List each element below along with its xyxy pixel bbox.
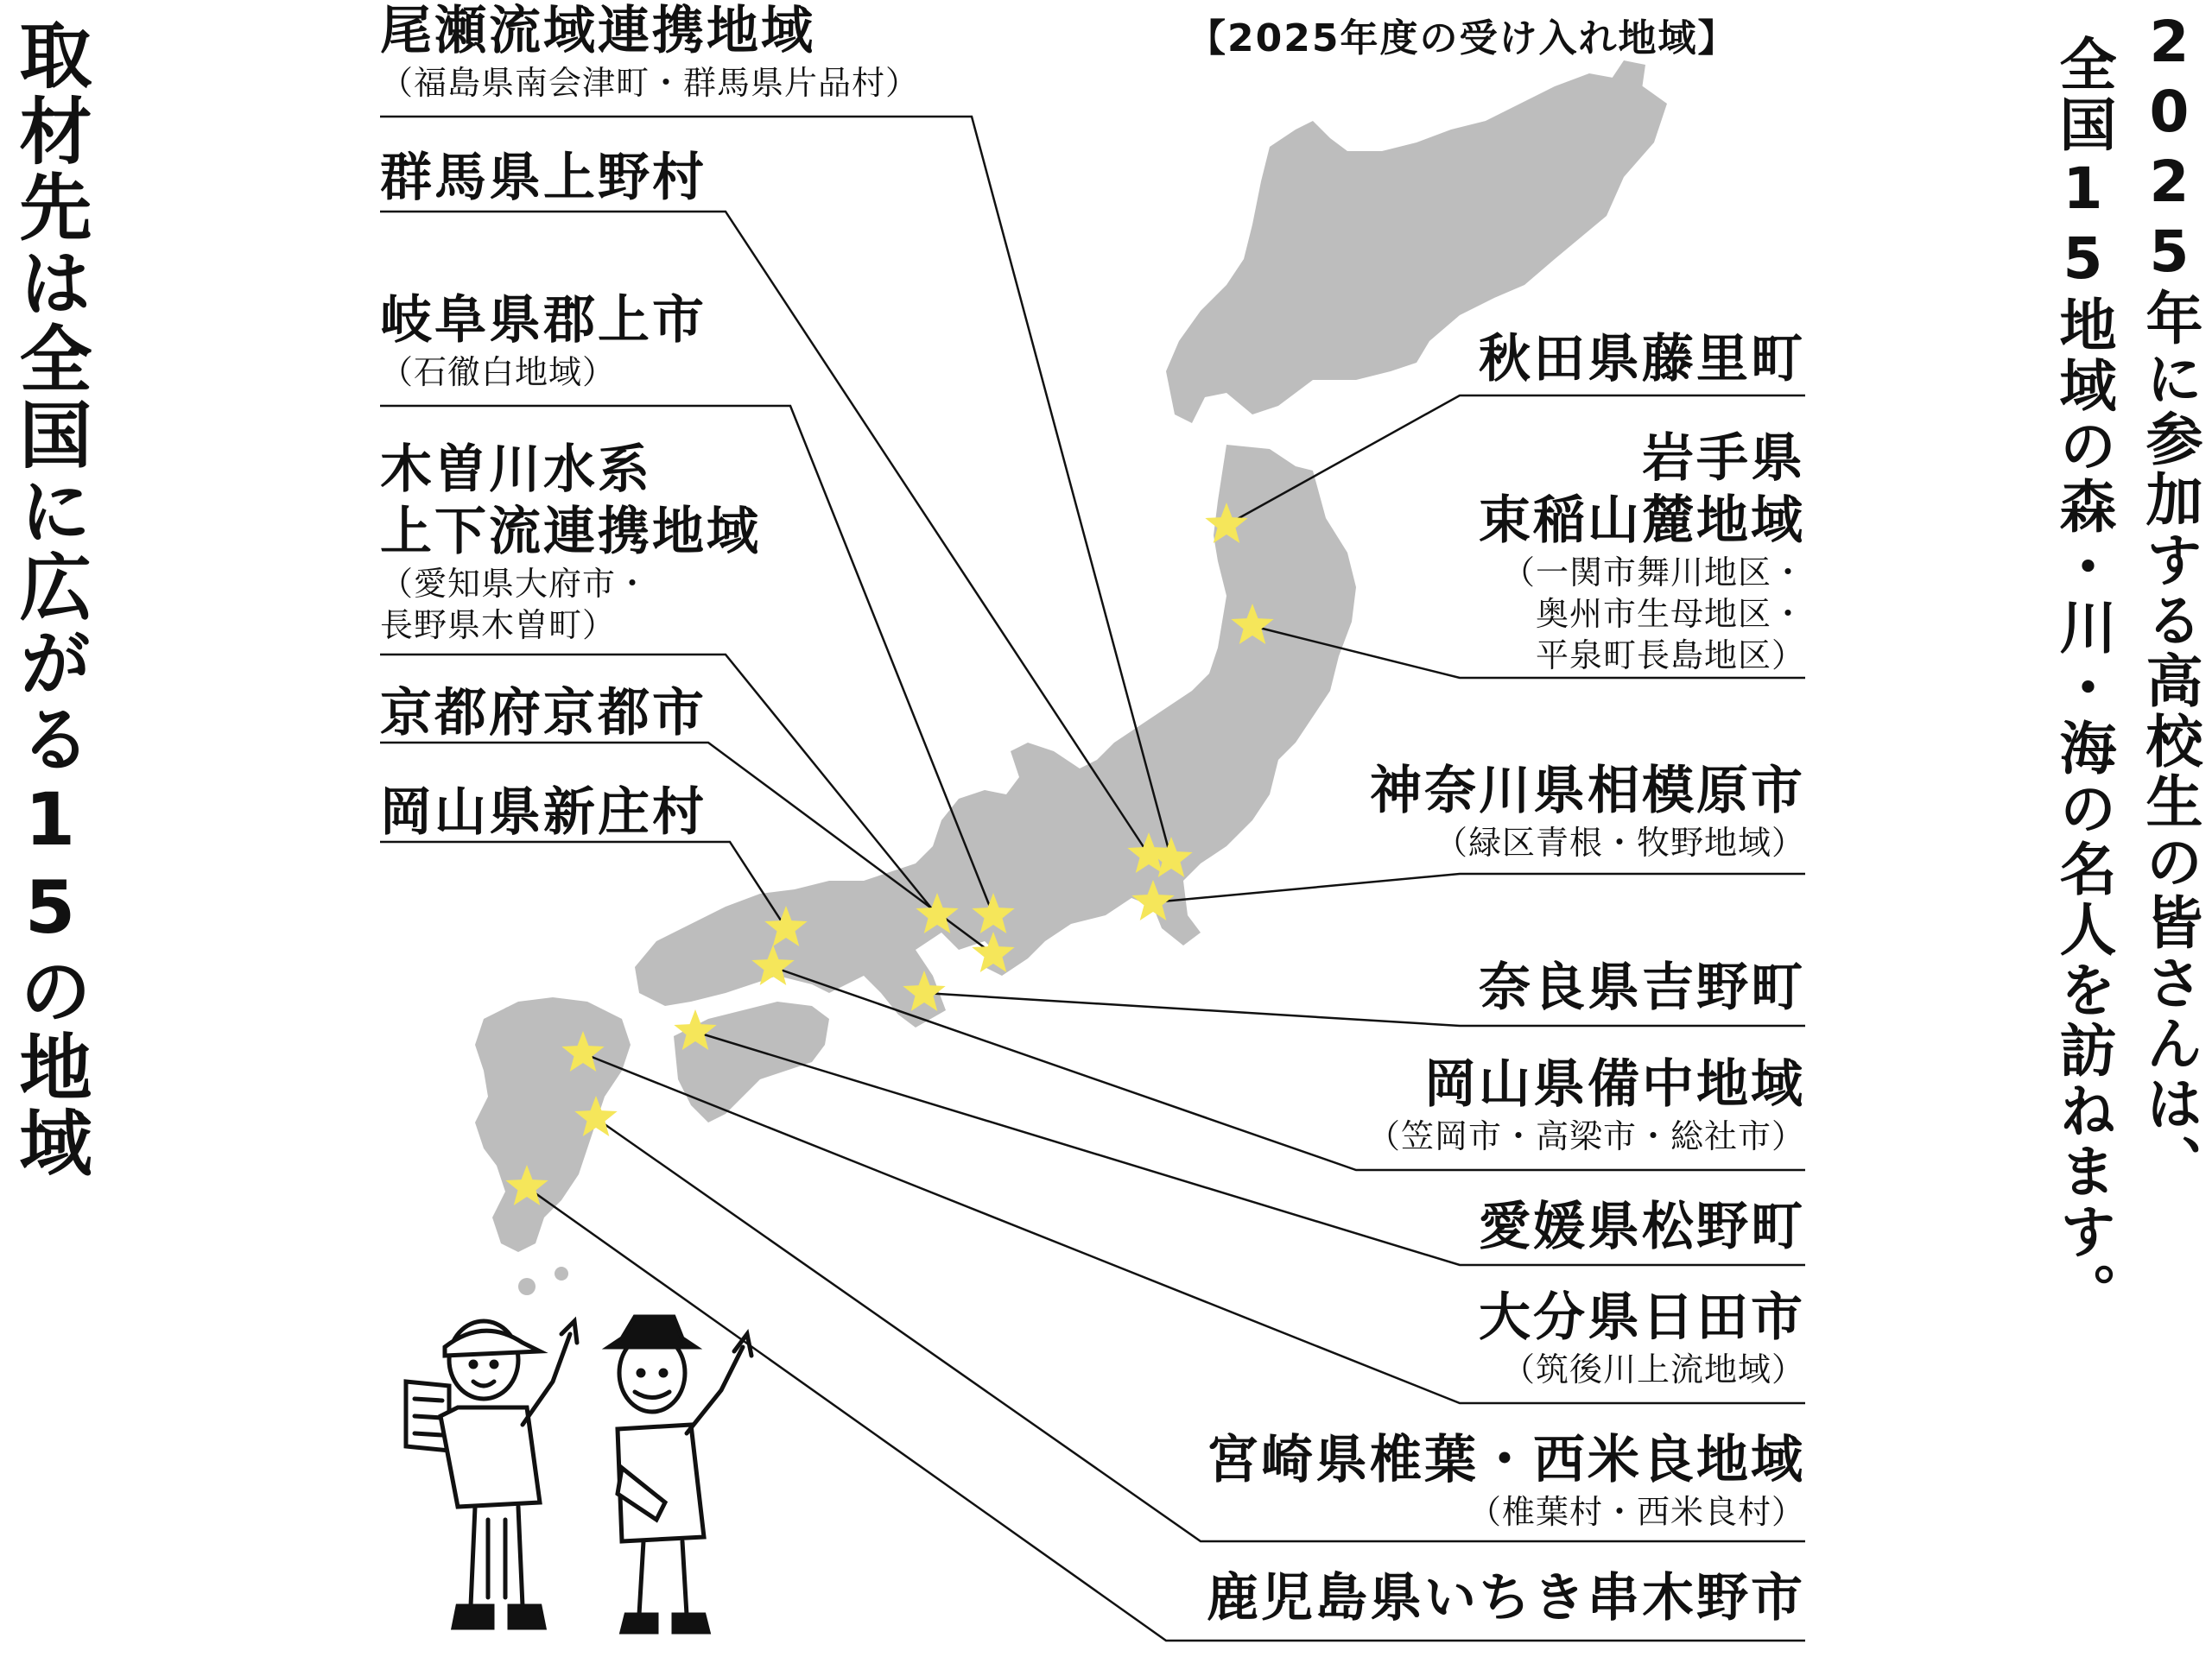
island-dot bbox=[518, 1278, 536, 1295]
region-name: 神奈川県相模原市 bbox=[1370, 761, 1805, 821]
kyushu-shape bbox=[475, 997, 631, 1252]
leader-line bbox=[1153, 874, 1805, 902]
region-detail: （笠岡市・高梁市・総社市） bbox=[1366, 1117, 1805, 1155]
region-name: 愛媛県松野町 bbox=[1479, 1197, 1805, 1257]
region-label-kyoto bbox=[380, 682, 707, 744]
region-name: 鹿児島県いちき串木野市 bbox=[1207, 1568, 1805, 1629]
side-title: 取材先は全国に広がる15の地域 bbox=[8, 17, 92, 1181]
region-name: 秋田県藤里町 bbox=[1479, 329, 1805, 389]
region-detail: （石徹白地域） bbox=[380, 353, 617, 391]
region-label-sagamihara bbox=[1370, 760, 1805, 863]
region-name: 奈良県吉野町 bbox=[1479, 958, 1805, 1018]
student-illustration bbox=[406, 1321, 577, 1628]
region-label-oze bbox=[380, 0, 919, 104]
region-detail: （福島県南会津町・群馬県片品村） bbox=[380, 64, 920, 102]
region-name: 岐阜県郡上市 bbox=[380, 290, 707, 351]
region-label-hita bbox=[1479, 1287, 1805, 1390]
region-name: 大分県日田市 bbox=[1479, 1287, 1805, 1348]
region-label-yoshino bbox=[1479, 957, 1805, 1019]
region-label-kiso bbox=[380, 439, 761, 646]
region-detail: （緑区青根・牧野地域） bbox=[1434, 824, 1805, 862]
region-detail: （筑後川上流地域） bbox=[1501, 1350, 1805, 1388]
island-dot bbox=[502, 1007, 517, 1022]
region-label-ichikikushikino bbox=[1207, 1567, 1805, 1629]
region-detail: （一関市舞川地区・ 奥州市生母地区・ 平泉町長島地区） bbox=[1501, 553, 1805, 674]
region-label-shiiba bbox=[1207, 1429, 1805, 1533]
intro-text-column-2: 全国15地域の森・川・海の名人を訪ねます。 bbox=[2050, 35, 2116, 1323]
region-label-fujisato bbox=[1479, 328, 1805, 390]
region-name: 岩手県 束稲山麓地域 bbox=[1479, 428, 1805, 551]
region-label-bicchu bbox=[1367, 1053, 1805, 1157]
region-name: 岡山県新庄村 bbox=[380, 782, 707, 843]
year-note: 【2025年度の受け入れ地域】 bbox=[1188, 16, 1738, 60]
region-label-matsuno bbox=[1479, 1196, 1805, 1258]
region-label-ueno bbox=[380, 147, 707, 209]
island-dot bbox=[555, 1267, 568, 1281]
intro-text-column-1: 2025年に参加する高校生の皆さんは、 bbox=[2136, 9, 2202, 1195]
region-name: 岡山県備中地域 bbox=[1424, 1054, 1805, 1115]
region-name: 木曽川水系 上下流連携地域 bbox=[380, 440, 761, 562]
region-name: 京都府京都市 bbox=[380, 683, 707, 743]
region-label-shinjo bbox=[380, 781, 707, 844]
region-label-tabashine bbox=[1479, 427, 1805, 676]
region-name: 群馬県上野村 bbox=[380, 148, 707, 208]
region-label-gujo bbox=[380, 289, 707, 393]
region-name: 尾瀬流域連携地域 bbox=[380, 1, 815, 61]
region-name: 宮崎県椎葉・西米良地域 bbox=[1207, 1430, 1805, 1490]
farmer-illustration bbox=[609, 1317, 751, 1632]
region-detail: （愛知県大府市・ 長野県木曽町） bbox=[380, 565, 650, 644]
region-detail: （椎葉村・西米良村） bbox=[1467, 1493, 1805, 1531]
